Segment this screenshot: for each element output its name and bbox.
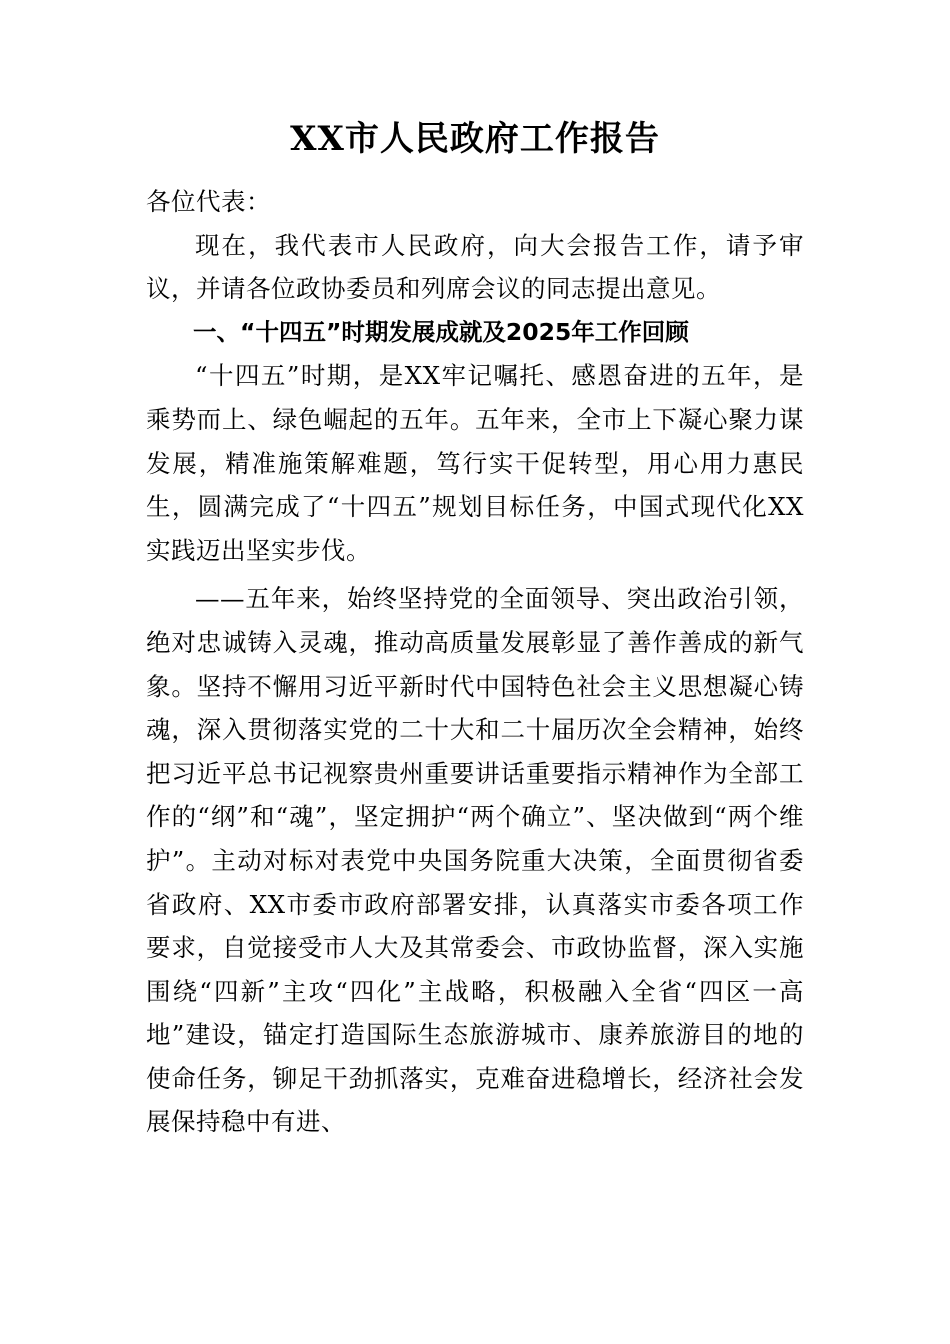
document-body (146, 180, 804, 1144)
section-heading: 一、“十四五”时期发展成就及2025年工作回顾 (193, 317, 689, 346)
document-title: XX市人民政府工作报告 (290, 119, 660, 159)
achievement-paragraph: ——五年来，始终坚持党的全面领导、突出政治引领，绝对忠诚铸入灵魂，推动高质量发展彰显了善作善成的新气象。坚持不懈用习近平新时代中国特色社会主义思想凝心铸魂，深入贯彻落实党的二十大和二十届历次全会精神，始终把习近平总书记视察贵州重要讲话重要指示精神作为全部工作的“纲”和“魂”，坚定拥护“两个确立”、坚决做到“两个维护”。主动对标对表党中央国务院重大决策，全面贯彻省委省政府、XX市委市政府部署安排，认真落实市委各项工作要求，自觉接受市人大及其常委会、市政协监督，深入实施围绕“四新”主攻“四化”主战略，积极融入全省“四区一高地”建设，锚定打造国际生态旅游城市、康养旅游目的地的使命任务，铆足干劲抓落实，克难奋进稳增长，经济社会发展保持稳中有进、 (146, 584, 804, 1137)
review-paragraph: “十四五”时期，是XX牢记嘱托、感恩奋进的五年，是乘势而上、绿色崛起的五年。五年来，全市上下凝心聚力谋发展，精准施策解难题，笃行实干促转型，用心用力惠民生，圆满完成了“十四五”规划目标任务，中国式现代化XX实践迈出坚实步伐。 (146, 361, 804, 565)
intro-paragraph: 现在，我代表市人民政府，向大会报告工作，请予审议，并请各位政协委员和列席会议的同志提出意见。 (146, 230, 804, 304)
salutation: 各位代表： (146, 187, 271, 216)
